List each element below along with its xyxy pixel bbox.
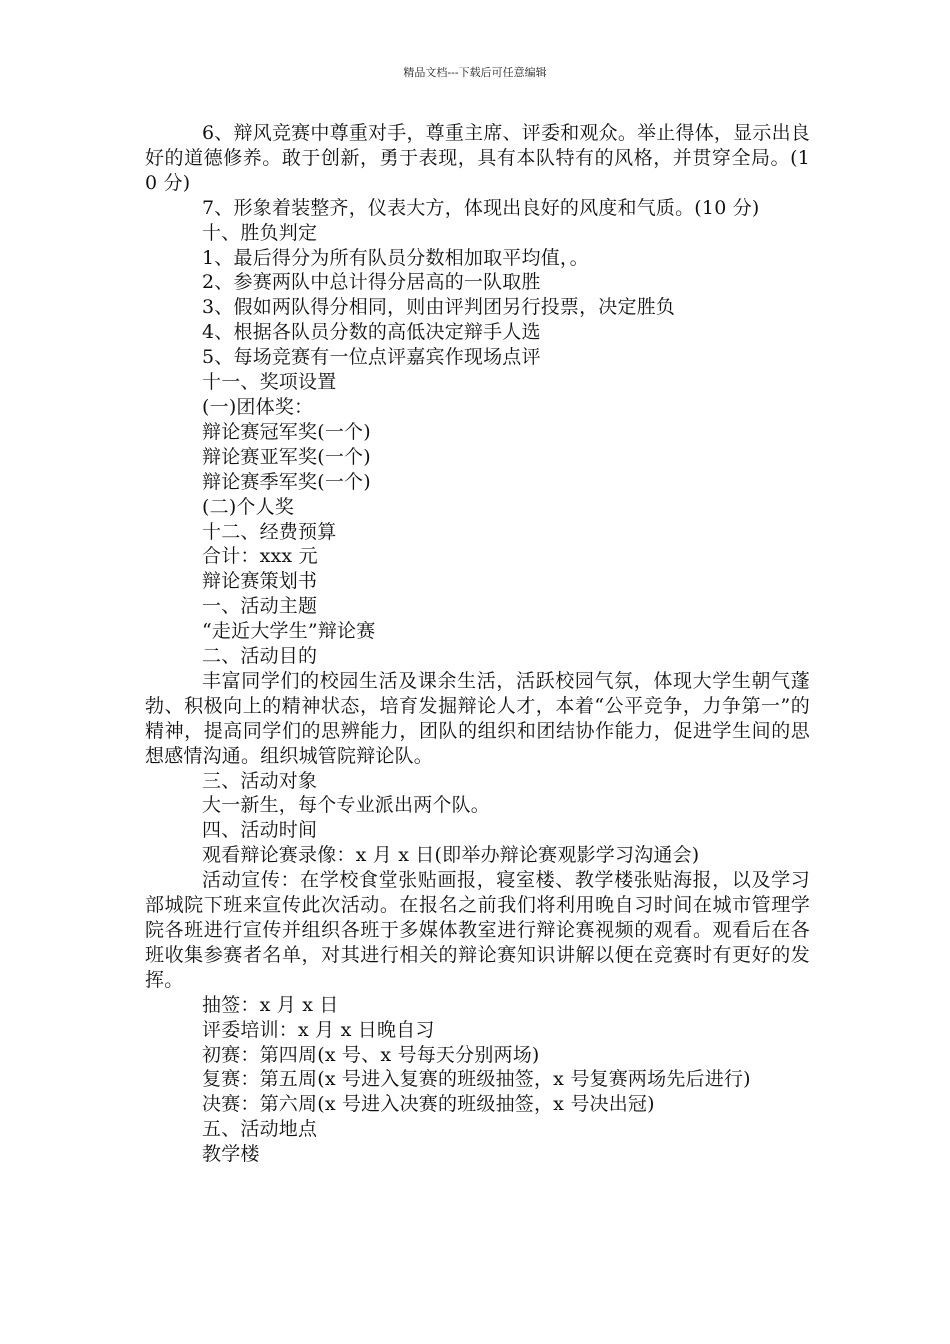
award-champion: 辩论赛冠军奖(一个)	[202, 420, 371, 443]
time-judge-training: 评委培训：x 月 x 日晚自习	[202, 1018, 435, 1041]
awards-individual-heading: (二)个人奖	[202, 495, 295, 518]
judging-item-2: 2、参赛两队中总计得分居高的一队取胜	[202, 271, 541, 294]
judging-item-1: 1、最后得分为所有队员分数相加取平均值，。	[202, 246, 589, 269]
budget-total: 合计：xxx 元	[202, 545, 318, 568]
section-heading-judging: 十、胜负判定	[202, 221, 318, 244]
paragraph-rule-7: 7、形象着装整齐，仪表大方，体现出良好的风度和气质。(10 分)	[202, 196, 760, 219]
location-text: 教学楼	[202, 1143, 260, 1166]
judging-item-4: 4、根据各队员分数的高低决定辩手人选	[202, 321, 541, 344]
award-third: 辩论赛季军奖(一个)	[202, 470, 371, 493]
section-heading-time: 四、活动时间	[202, 819, 318, 842]
document-body	[145, 121, 810, 1167]
awards-team-heading: (一)团体奖：	[202, 395, 314, 418]
time-semifinal: 复赛：第五周(x 号进入复赛的班级抽签，x 号复赛两场先后进行)	[202, 1068, 751, 1091]
judging-item-5: 5、每场竞赛有一位点评嘉宾作现场点评	[202, 346, 541, 369]
purpose-text: 丰富同学们的校园生活及课余生活，活跃校园气氛，体现大学生朝气蓬勃、积极向上的精神状态，培育发掘辩论人才，本着“公平竞争，力争第一”的精神，提高同学们的思辨能力，团队的组织和团结协作能力，促进学生间的思想感情沟通。组织城管院辩论队。	[145, 669, 810, 767]
theme-text: “走近大学生”辩论赛	[202, 620, 376, 643]
section-heading-budget: 十二、经费预算	[202, 520, 337, 543]
paragraph-rule-6: 6、辩风竞赛中尊重对手，尊重主席、评委和观众。举止得体，显示出良好的道德修养。敢于创新，勇于表现，具有本队特有的风格，并贯穿全局。(10 分)	[145, 122, 810, 194]
award-runner-up: 辩论赛亚军奖(一个)	[202, 445, 371, 468]
time-final: 决赛：第六周(x 号进入决赛的班级抽签，x 号决出冠)	[202, 1093, 655, 1116]
time-draw: 抽签：x 月 x 日	[202, 993, 339, 1016]
document-subtitle: 辩论赛策划书	[202, 570, 318, 593]
time-viewing: 观看辩论赛录像：x 月 x 日(即举办辩论赛观影学习沟通会)	[202, 844, 700, 867]
section-heading-participants: 三、活动对象	[202, 769, 318, 792]
page-header: 精品文档---下载后可任意编辑	[403, 66, 547, 79]
participants-text: 大一新生，每个专业派出两个队。	[202, 794, 491, 817]
section-heading-theme: 一、活动主题	[202, 595, 318, 618]
section-heading-purpose: 二、活动目的	[202, 645, 318, 668]
judging-item-3: 3、假如两队得分相同，则由评判团另行投票，决定胜负	[202, 296, 676, 319]
time-promotion: 活动宣传：在学校食堂张贴画报，寝室楼、教学楼张贴海报，以及学习部城院下班来宣传此次活动。在报名之前我们将利用晚自习时间在城市管理学院各班进行宣传并组织各班于多媒体教室进行辩论赛视频的观看。观看后在各班收集参赛者名单，对其进行相关的辩论赛知识讲解以便在竞赛时有更好的发挥。	[145, 869, 810, 991]
time-preliminary: 初赛：第四周(x 号、x 号每天分别两场)	[202, 1043, 540, 1066]
section-heading-awards: 十一、奖项设置	[202, 371, 337, 394]
section-heading-location: 五、活动地点	[202, 1118, 318, 1141]
